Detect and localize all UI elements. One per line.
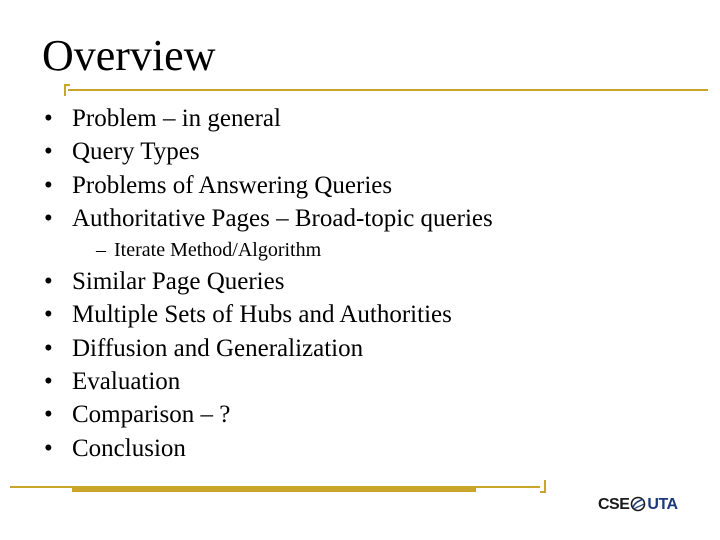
list-item-text: Query Types	[72, 138, 200, 165]
list-item	[44, 398, 230, 431]
list-item-text: Problems of Answering Queries	[72, 172, 393, 199]
list-item-text: Problem – in general	[72, 105, 281, 132]
bullet-marker: •	[44, 105, 53, 132]
list-item	[44, 332, 363, 365]
bullet-marker: •	[44, 368, 53, 395]
bullet-marker: •	[44, 172, 53, 199]
list-item	[44, 265, 284, 298]
bottom-rule-bar	[72, 487, 476, 492]
bullet-marker: •	[44, 435, 53, 462]
list-item	[44, 169, 392, 202]
bullet-marker: •	[44, 335, 53, 362]
swirl-icon	[630, 496, 646, 512]
list-item-text: Diffusion and Generalization	[72, 335, 364, 362]
bullet-marker: •	[44, 268, 53, 295]
sub-list-item	[96, 237, 321, 263]
logo-cse-text: CSE	[598, 496, 630, 513]
list-item	[44, 102, 281, 135]
list-item	[44, 202, 493, 235]
bullet-marker: •	[44, 401, 53, 428]
list-item	[44, 298, 452, 331]
list-item-text: Conclusion	[72, 435, 186, 462]
slide-title: Overview	[42, 31, 216, 80]
list-item	[44, 365, 180, 398]
bottom-rule-corner-foot	[540, 491, 546, 493]
bullet-marker: •	[44, 205, 53, 232]
list-item-text: Authoritative Pages – Broad-topic queries	[72, 205, 493, 232]
list-item	[44, 135, 200, 168]
list-item-text: Evaluation	[72, 368, 181, 395]
sub-list-item-text: Iterate Method/Algorithm	[114, 239, 322, 261]
cse-uta-logo	[598, 494, 678, 516]
list-item-text: Multiple Sets of Hubs and Authorities	[72, 301, 452, 328]
bullet-marker: •	[44, 301, 53, 328]
list-item-text: Similar Page Queries	[72, 268, 285, 295]
sub-bullet-marker: –	[96, 239, 106, 261]
logo-uta-text: UTA	[647, 496, 678, 513]
bullet-marker: •	[44, 138, 53, 165]
list-item	[44, 432, 186, 465]
list-item-text: Comparison – ?	[72, 401, 231, 428]
